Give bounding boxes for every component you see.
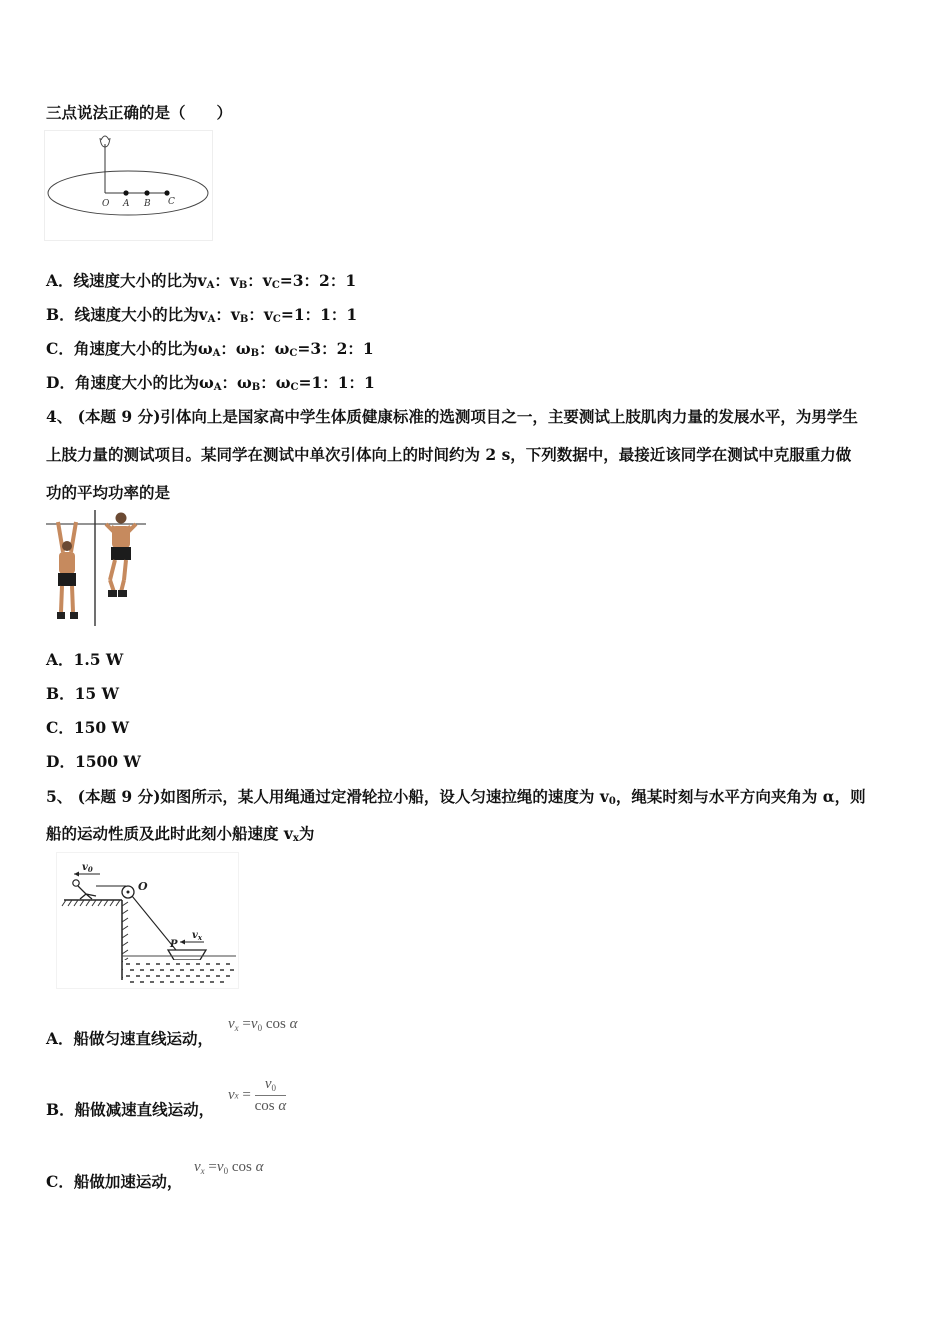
q4-stem-line-3: 功的平均功率的是 xyxy=(46,483,171,502)
label-b: B xyxy=(144,199,151,209)
q5-pulley-boat-figure xyxy=(56,852,240,990)
q3-stem-tail: 三点说法正确的是（ ） xyxy=(46,103,233,122)
q4-option-b[interactable]: B．15 W xyxy=(46,684,119,703)
q3-option-b[interactable]: B．线速度大小的比为$v_A$：$v_B$：$v_C=1$：1：1 xyxy=(46,305,358,325)
q5-option-b-formula: vx = $\frac{v_0}{\text{cos α}}$ xyxy=(228,1076,287,1114)
q3-option-c[interactable]: C．角速度大小的比为$\omega_A$：$\omega_B$：$\omega_C=3$：2：1 xyxy=(46,339,374,359)
q4-pull-up-figure xyxy=(44,508,148,628)
label-p: P xyxy=(170,939,178,950)
label-v0: $v_0$ xyxy=(82,862,93,874)
q5-option-a[interactable]: A．船做匀速直线运动， xyxy=(46,1029,214,1048)
q5-stem-line-2: 船的运动性质及此时此刻小船速度 $v_x$为 xyxy=(46,824,315,844)
q5-option-c-formula: $v_x =v_0$ cos α xyxy=(194,1159,264,1176)
point-a xyxy=(123,190,128,195)
q4-stem-line-1: 4、 (本题 9 分)引体向上是国家高中学生体质健康标准的选测项目之一，主要测试上肢肌肉力量的发展水平，为男学生 xyxy=(46,407,858,426)
label-o: O xyxy=(102,199,110,209)
point-c xyxy=(164,190,169,195)
label-a: A xyxy=(123,199,130,209)
q5-stem-line-1: 5、 (本题 9 分)如图所示，某人用绳通过定滑轮拉小船，设人匀速拉绳的速度为 $v_0$，绳某时刻与水平方向夹角为 α，则 xyxy=(46,787,866,807)
q5-option-c[interactable]: C．船做加速运动， xyxy=(46,1172,183,1191)
athlete-pulled-up-icon xyxy=(106,513,136,598)
q4-option-d[interactable]: D．1500 W xyxy=(46,752,141,771)
q5-option-b[interactable]: B．船做减速直线运动， xyxy=(46,1100,215,1119)
boat-icon xyxy=(168,950,206,960)
label-vx: $v_x$ xyxy=(192,930,202,942)
point-b xyxy=(144,190,149,195)
q3-option-a[interactable]: A．线速度大小的比为$v_A$：$v_B$：$v_C=3$：2：1 xyxy=(46,271,357,291)
q5-option-a-formula: $v_x =v_0$ cos α xyxy=(228,1016,298,1033)
athlete-hanging-icon xyxy=(57,522,78,619)
label-c: C xyxy=(168,197,175,207)
q4-option-a[interactable]: A．1.5 W xyxy=(46,650,124,669)
label-o: O xyxy=(138,880,148,893)
q3-rotating-disc-figure xyxy=(44,130,214,242)
q4-stem-line-2: 上肢力量的测试项目。某同学在测试中单次引体向上的时间约为 2 s，下列数据中，最接近该同学在测试中克服重力做 xyxy=(46,445,852,464)
q4-option-c[interactable]: C．150 W xyxy=(46,718,130,737)
q3-option-d[interactable]: D．角速度大小的比为$\omega_A$：$\omega_B$：$\omega_C=1$：1：1 xyxy=(46,373,375,393)
